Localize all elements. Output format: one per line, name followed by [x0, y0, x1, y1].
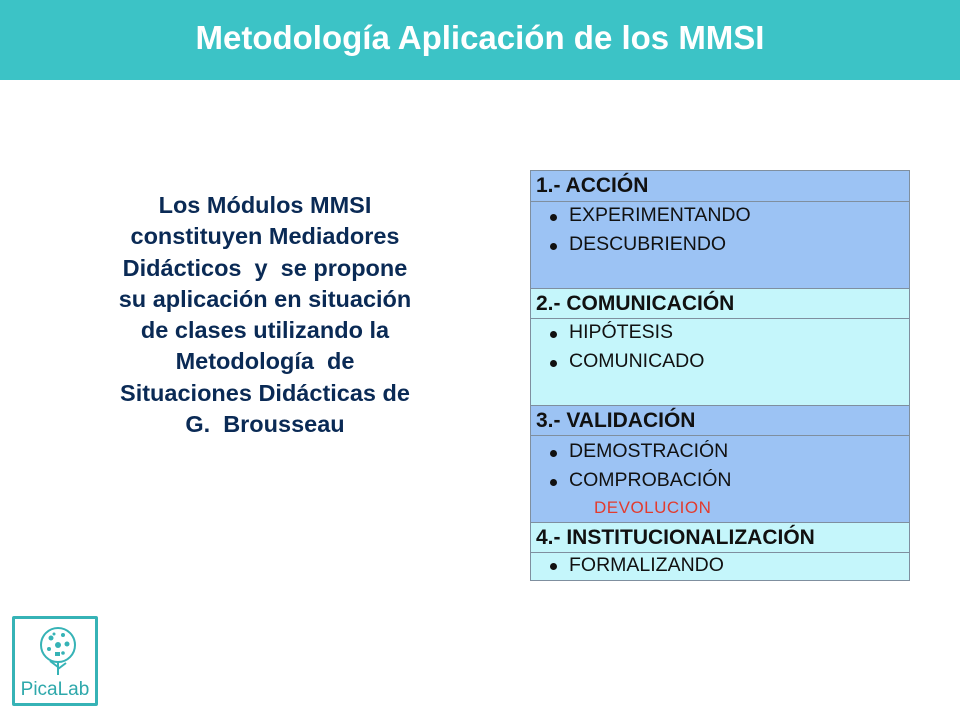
bullet-icon: [550, 360, 557, 367]
bullet-icon: [550, 563, 557, 570]
methodology-table: [530, 170, 910, 581]
header-bar: [0, 0, 960, 80]
description-line: G. Brousseau: [185, 411, 345, 438]
phase-item: EXPERIMENTANDO: [569, 204, 751, 226]
phase-heading: 2.- COMUNICACIÓN: [536, 292, 735, 315]
description-line: Los Módulos MMSI: [158, 192, 372, 218]
phase-item: DESCUBRIENDO: [569, 233, 727, 255]
description-line: su aplicación en situación: [118, 285, 412, 312]
picalab-logo: [12, 616, 98, 706]
phase-items-row: [531, 436, 909, 523]
phase-heading-row: [531, 171, 909, 202]
description-line: de clases utilizando la: [140, 317, 390, 344]
phase-heading: 1.- ACCIÓN: [536, 174, 649, 197]
phase-item: FORMALIZANDO: [569, 554, 724, 576]
bullet-icon: [550, 331, 557, 338]
phase-items-row: [531, 319, 909, 406]
bullet-icon: [550, 243, 557, 250]
phase-item: DEMOSTRACIÓN: [569, 440, 729, 462]
description-line: constituyen Mediadores: [130, 223, 400, 250]
devolucion-annotation: DEVOLUCION: [594, 498, 712, 517]
description-line: Situaciones Didácticas de: [120, 379, 410, 406]
bullet-icon: [550, 479, 557, 486]
description-line: Metodología de: [175, 348, 355, 375]
phase-items-row: [531, 202, 909, 289]
phase-items-row: [531, 553, 909, 580]
phase-heading-row: [531, 406, 909, 436]
page-title: Metodología Aplicación de los MMSI: [195, 19, 765, 56]
phase-heading-row: [531, 289, 909, 319]
phase-heading: 3.- VALIDACIÓN: [536, 409, 696, 432]
bullet-icon: [550, 450, 557, 457]
phase-heading: 4.- INSTITUCIONALIZACIÓN: [536, 526, 815, 549]
description-text: [60, 190, 470, 440]
phase-item: COMUNICADO: [569, 350, 705, 372]
tree-icon: [33, 625, 83, 677]
phase-heading-row: [531, 523, 909, 553]
description-line: Didácticos y se propone: [122, 254, 408, 281]
phase-item: HIPÓTESIS: [569, 321, 674, 343]
bullet-icon: [550, 214, 557, 221]
phase-item: COMPROBACIÓN: [569, 469, 732, 491]
logo-wordmark: PicaLab: [20, 679, 90, 700]
